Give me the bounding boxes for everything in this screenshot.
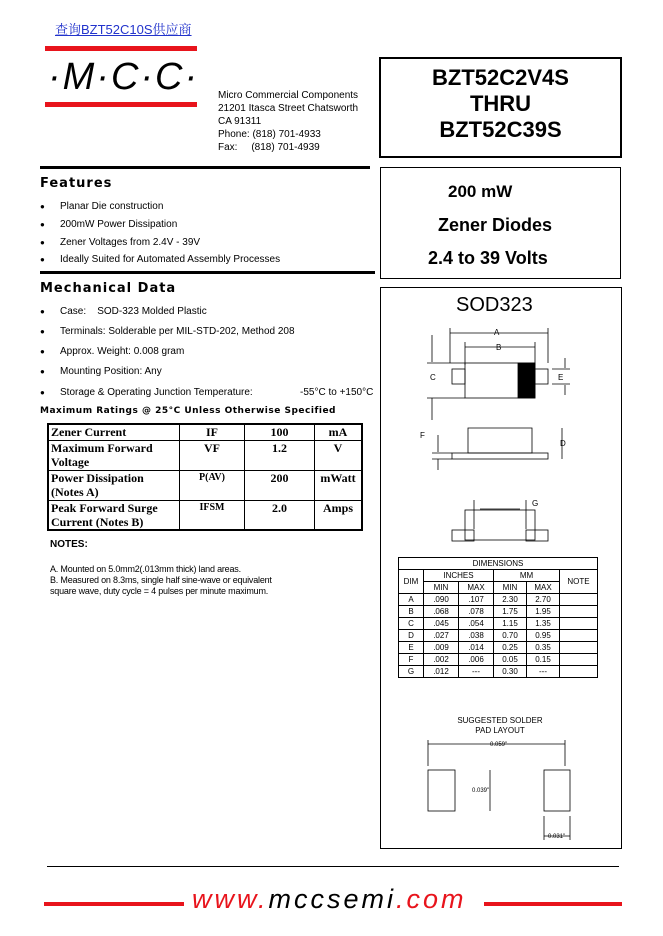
rule-features (40, 166, 370, 169)
note-b-1: B. Measured on 8.3ms, single half sine-wave or equivalent (50, 575, 272, 585)
table-row: F .002 .006 0.05 0.15 (399, 654, 598, 666)
footer-rule (47, 866, 619, 867)
footer-bar-right (484, 902, 622, 906)
table-row: Power Dissipation (Notes A) P(AV) 200 mWatt (48, 470, 362, 500)
table-row: DIMENSIONS (399, 558, 598, 570)
dim-label-g: G (532, 499, 539, 508)
table-row: G .012 --- 0.30 --- (399, 666, 598, 678)
part-line-3: BZT52C39S (439, 117, 562, 142)
package-drawing (380, 320, 622, 550)
solder-dim-height: 0.039" (472, 788, 490, 794)
dim-label-f: F (420, 431, 425, 440)
summary-power: 200 mW (448, 182, 513, 201)
table-row: Peak Forward Surge Current (Notes B) IFSM 2.0 Amps (48, 500, 362, 530)
package-name: SOD323 (456, 294, 533, 316)
table-row: Maximum Forward Voltage VF 1.2 V (48, 440, 362, 470)
logo-bar-top (45, 46, 197, 51)
summary-type: Zener Diodes (438, 215, 553, 235)
ratings-table (47, 423, 363, 531)
footer-bar-left (44, 902, 184, 906)
part-line-1: BZT52C2V4S (432, 65, 569, 90)
solder-dim-gap: 0.031" (548, 834, 566, 840)
part-line-2: THRU (469, 91, 532, 116)
dim-label-d: D (560, 439, 566, 448)
table-row: DIM INCHES MM NOTE (399, 570, 598, 582)
table-row: C .045 .054 1.15 1.35 (399, 618, 598, 630)
dim-label-c: C (430, 373, 436, 382)
solder-pad-drawing (420, 738, 600, 843)
part-number-box (379, 57, 622, 158)
company-fax: Fax: (818) 701-4939 (218, 142, 320, 153)
summary-box (380, 167, 621, 279)
table-row: B .068 .078 1.75 1.95 (399, 606, 598, 618)
dim-label-a: A (494, 328, 500, 337)
table-row: A .090 .107 2.30 2.70 (399, 594, 598, 606)
rule-mechanical (40, 271, 375, 274)
solder-title: SUGGESTED SOLDER PAD LAYOUT (457, 716, 543, 735)
notes-body (50, 564, 272, 597)
footer-url[interactable]: www.mccsemi.com (192, 884, 467, 914)
mechanical-heading: Mechanical Data (40, 281, 177, 296)
table-row: E .009 .014 0.25 0.35 (399, 642, 598, 654)
ratings-heading: Maximum Ratings @ 25°C Unless Otherwise Specified (40, 406, 336, 416)
company-city: CA 91311 (218, 116, 262, 127)
supplier-link[interactable]: 查询BZT52C10S供应商 (55, 22, 192, 37)
company-phone: Phone: (818) 701-4933 (218, 129, 321, 140)
summary-range: 2.4 to 39 Volts (428, 248, 548, 268)
dim-label-e: E (558, 373, 564, 382)
dim-label-b: B (496, 343, 502, 352)
note-b-2: square wave, duty cycle = 4 pulses per minute maximum. (50, 586, 269, 596)
company-address: 21201 Itasca Street Chatsworth (218, 103, 359, 114)
dimensions-table (398, 557, 598, 678)
table-row: Zener Current IF 100 mA (48, 424, 362, 440)
notes-heading: NOTES: (50, 539, 88, 550)
table-row: MIN MAX MIN MAX (399, 582, 598, 594)
company-info (218, 89, 358, 154)
note-a: A. Mounted on 5.0mm2(.013mm thick) land areas. (50, 564, 241, 574)
features-heading: Features (40, 176, 113, 191)
company-name: Micro Commercial Components (218, 90, 359, 101)
table-row: D .027 .038 0.70 0.95 (399, 630, 598, 642)
logo-bar-bottom (45, 102, 197, 107)
solder-dim-width: 0.059" (490, 742, 508, 748)
logo: ·M·C·C· (48, 56, 200, 98)
